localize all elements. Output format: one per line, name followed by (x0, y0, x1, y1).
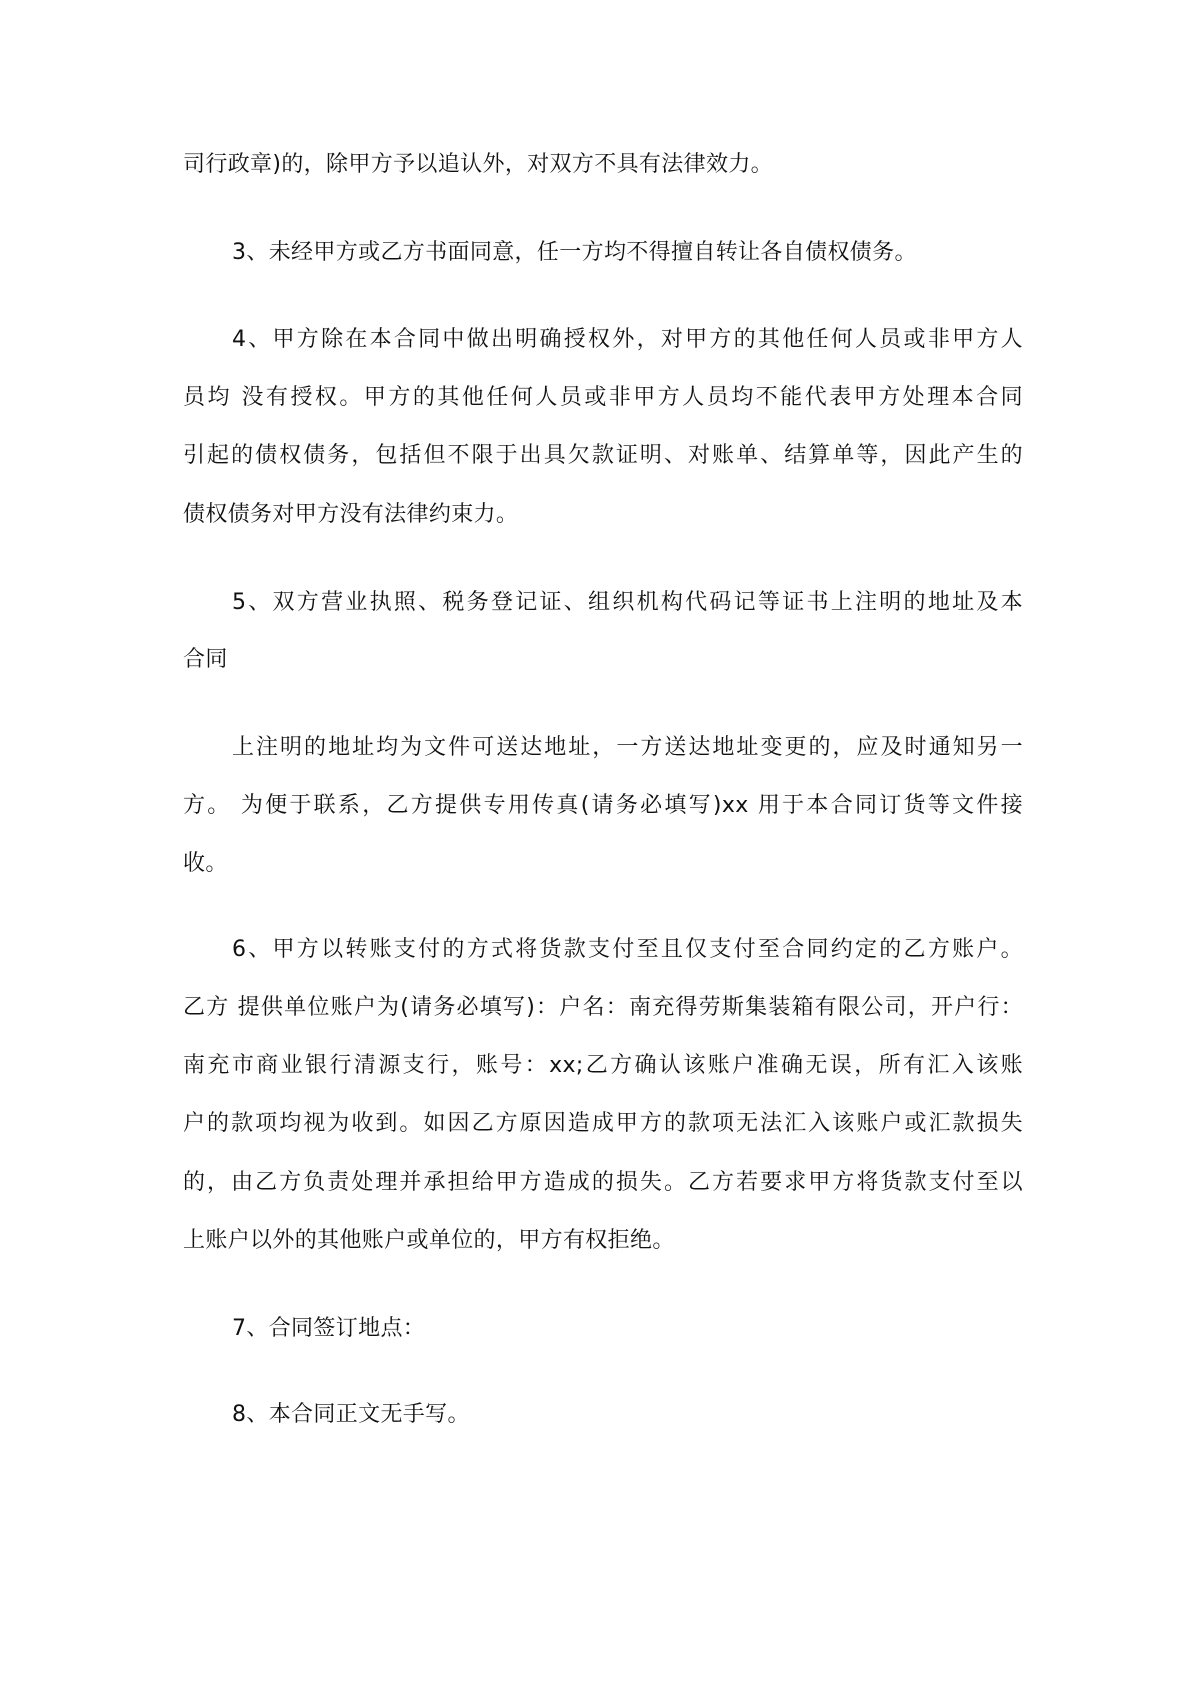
clause-4-line-1: 4、甲方除在本合同中做出明确授权外，对甲方的其他任何人员或非甲方人 (232, 327, 1023, 352)
clause-6-line-1: 6、甲方以转账支付的方式将货款支付至且仅支付至合同约定的乙方账户。 (232, 937, 1023, 962)
clause-5-cont-line-3: 收。 (183, 851, 228, 876)
clause-3-line-1: 3、未经甲方或乙方书面同意，任一方均不得擅自转让各自债权债务。 (232, 240, 917, 265)
clause-5-line-2: 合同 (183, 647, 228, 672)
clause-7-line-1: 7、合同签订地点： (232, 1316, 426, 1341)
clause-6-line-2: 乙方 提供单位账户为(请务必填写)：户名：南充得劳斯集装箱有限公司，开户行： (183, 995, 1023, 1020)
clause-5-line-1: 5、双方营业执照、税务登记证、组织机构代码记等证书上注明的地址及本 (232, 590, 1023, 615)
clause-4-line-4: 债权债务对甲方没有法律约束力。 (183, 502, 519, 527)
clause-6-line-5: 的，由乙方负责处理并承担给甲方造成的损失。乙方若要求甲方将货款支付至以 (183, 1170, 1023, 1195)
clause-5-cont-line-2: 方。 为便于联系，乙方提供专用传真(请务必填写)xx 用于本合同订货等文件接 (183, 793, 1023, 818)
clause-4-line-3: 引起的债权债务，包括但不限于出具欠款证明、对账单、结算单等，因此产生的 (183, 443, 1023, 468)
clause-4-line-2: 员均 没有授权。甲方的其他任何人员或非甲方人员均不能代表甲方处理本合同 (183, 385, 1023, 410)
clause-5-cont-line-1: 上注明的地址均为文件可送达地址，一方送达地址变更的，应及时通知另一 (232, 735, 1023, 760)
clause-6-line-4: 户的款项均视为收到。如因乙方原因造成甲方的款项无法汇入该账户或汇款损失 (183, 1111, 1023, 1136)
clause-6-line-6: 上账户以外的其他账户或单位的，甲方有权拒绝。 (183, 1228, 675, 1253)
clause-8-line-1: 8、本合同正文无手写。 (232, 1402, 470, 1427)
clause-6-line-3: 南充市商业银行清源支行，账号：xx;乙方确认该账户准确无误，所有汇入该账 (183, 1053, 1023, 1078)
text-line-1: 司行政章)的，除甲方予以追认外，对双方不具有法律效力。 (183, 152, 774, 177)
